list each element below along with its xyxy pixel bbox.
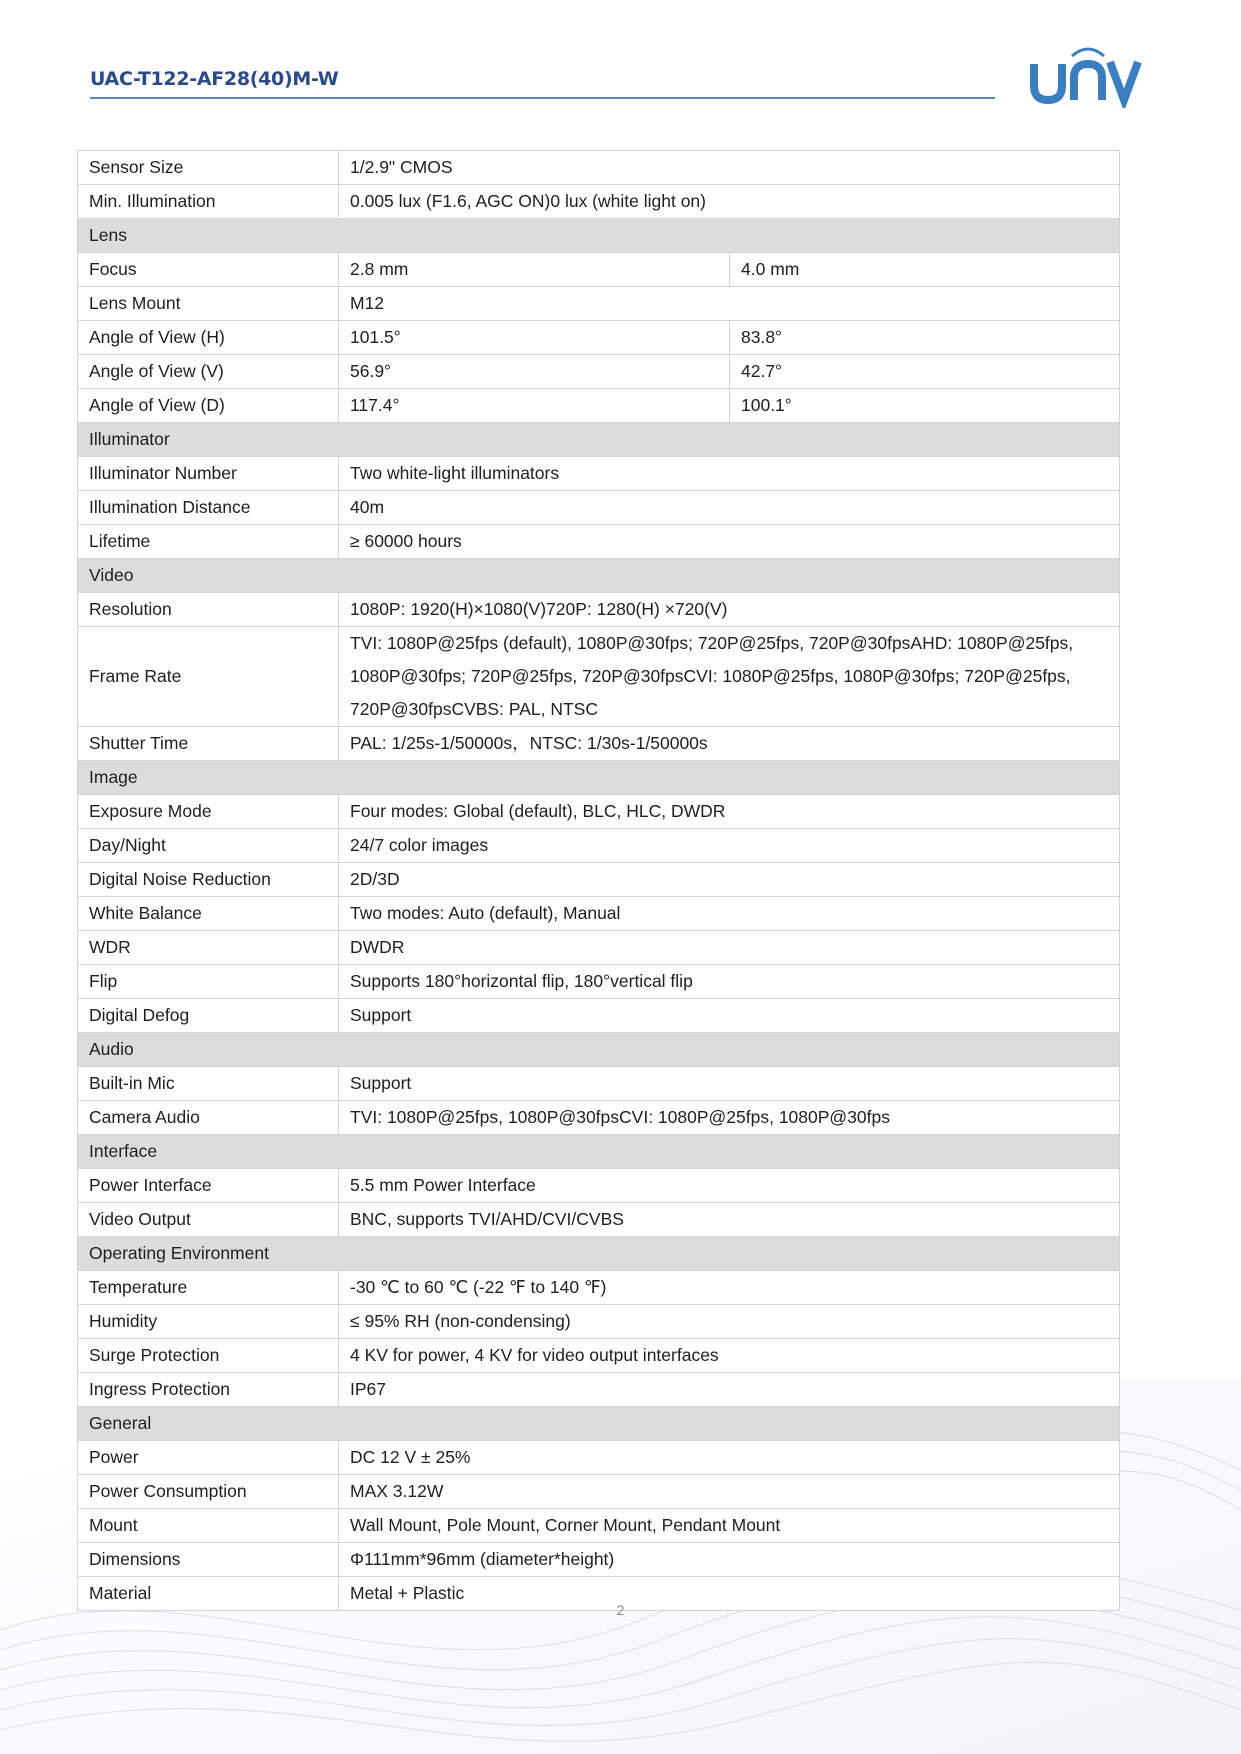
section-title: Interface [78,1135,1120,1169]
spec-value: 40m [339,491,1120,525]
spec-label: Humidity [78,1305,339,1339]
spec-row [78,1101,1120,1135]
spec-value: 24/7 color images [339,829,1120,863]
spec-value: 0.005 lux (F1.6, AGC ON)0 lux (white light on) [339,185,1120,219]
spec-row [78,897,1120,931]
spec-label: Power Consumption [78,1475,339,1509]
page-number: 2 [616,1602,625,1618]
spec-label: Temperature [78,1271,339,1305]
spec-label: Digital Defog [78,999,339,1033]
spec-row [78,1339,1120,1373]
spec-value: BNC, supports TVI/AHD/CVI/CVBS [339,1203,1120,1237]
spec-value: 56.9° [339,355,730,389]
spec-value [339,627,1120,727]
spec-label: Camera Audio [78,1101,339,1135]
spec-row [78,727,1120,761]
section-title: Audio [78,1033,1120,1067]
spec-value: DC 12 V ± 25% [339,1441,1120,1475]
title-divider [90,97,995,99]
spec-label: Angle of View (H) [78,321,339,355]
spec-row [78,1169,1120,1203]
spec-value: 42.7° [730,355,1120,389]
spec-value: Two white-light illuminators [339,457,1120,491]
section-header-row [78,1407,1120,1441]
spec-row [78,457,1120,491]
spec-row [78,151,1120,185]
spec-label: Lens Mount [78,287,339,321]
spec-label: Resolution [78,593,339,627]
spec-label: Sensor Size [78,151,339,185]
spec-row [78,1543,1120,1577]
section-title: Operating Environment [78,1237,1120,1271]
spec-label: Focus [78,253,339,287]
spec-value: 83.8° [730,321,1120,355]
spec-value: Two modes: Auto (default), Manual [339,897,1120,931]
spec-row [78,1271,1120,1305]
spec-table [77,150,1120,1611]
spec-label: Ingress Protection [78,1373,339,1407]
spec-label: Day/Night [78,829,339,863]
spec-value: Four modes: Global (default), BLC, HLC, DWDR [339,795,1120,829]
spec-label: Angle of View (V) [78,355,339,389]
spec-value: 101.5° [339,321,730,355]
spec-row [78,795,1120,829]
spec-value: 117.4° [339,389,730,423]
section-header-row [78,219,1120,253]
spec-label: Min. Illumination [78,185,339,219]
spec-label: Video Output [78,1203,339,1237]
section-header-row [78,1033,1120,1067]
spec-value-line: 1080P@30fps; 720P@25fps, 720P@30fpsCVI: 1080P@25fps, 1080P@30fps; 720P@25fps, [350,666,1071,686]
spec-value: ≤ 95% RH (non-condensing) [339,1305,1120,1339]
spec-value: Support [339,999,1120,1033]
spec-value: Support [339,1067,1120,1101]
spec-label: Dimensions [78,1543,339,1577]
spec-value: 100.1° [730,389,1120,423]
spec-value: M12 [339,287,1120,321]
spec-value: DWDR [339,931,1120,965]
spec-row [78,1305,1120,1339]
spec-row [78,863,1120,897]
spec-row [78,627,1120,727]
spec-label: Built-in Mic [78,1067,339,1101]
spec-label: Illumination Distance [78,491,339,525]
section-header-row [78,761,1120,795]
section-title: Image [78,761,1120,795]
spec-value: PAL: 1/25s-1/50000s，NTSC: 1/30s-1/50000s [339,727,1120,761]
spec-label: WDR [78,931,339,965]
spec-row [78,389,1120,423]
spec-label: Flip [78,965,339,999]
spec-row [78,931,1120,965]
spec-label: Angle of View (D) [78,389,339,423]
unv-logo-icon [1028,42,1146,108]
section-title: Lens [78,219,1120,253]
spec-value: MAX 3.12W [339,1475,1120,1509]
spec-row [78,1203,1120,1237]
spec-value: Φ111mm*96mm (diameter*height) [339,1543,1120,1577]
spec-label: Material [78,1577,339,1611]
section-header-row [78,559,1120,593]
spec-label: Power Interface [78,1169,339,1203]
spec-label: Frame Rate [78,627,339,727]
section-title: Illuminator [78,423,1120,457]
spec-label: White Balance [78,897,339,931]
spec-row [78,999,1120,1033]
spec-row [78,525,1120,559]
spec-row [78,321,1120,355]
spec-value: IP67 [339,1373,1120,1407]
spec-label: Digital Noise Reduction [78,863,339,897]
spec-row [78,1509,1120,1543]
spec-value-line: 720P@30fpsCVBS: PAL, NTSC [350,699,598,719]
spec-value: 2D/3D [339,863,1120,897]
spec-row [78,253,1120,287]
spec-label: Mount [78,1509,339,1543]
spec-row [78,829,1120,863]
spec-value: 4.0 mm [730,253,1120,287]
spec-value: ≥ 60000 hours [339,525,1120,559]
spec-value: Metal + Plastic [339,1577,1120,1611]
page-header [0,0,1241,120]
spec-value-line: TVI: 1080P@25fps (default), 1080P@30fps; 720P@25fps, 720P@30fpsAHD: 1080P@25fps, [350,633,1074,653]
spec-row [78,1475,1120,1509]
spec-row [78,1441,1120,1475]
spec-label: Illuminator Number [78,457,339,491]
spec-label: Shutter Time [78,727,339,761]
spec-value: Supports 180°horizontal flip, 180°vertical flip [339,965,1120,999]
spec-value: 4 KV for power, 4 KV for video output interfaces [339,1339,1120,1373]
section-title: General [78,1407,1120,1441]
spec-row [78,287,1120,321]
spec-label: Lifetime [78,525,339,559]
spec-value: 5.5 mm Power Interface [339,1169,1120,1203]
spec-label: Surge Protection [78,1339,339,1373]
spec-value: Wall Mount, Pole Mount, Corner Mount, Pendant Mount [339,1509,1120,1543]
spec-value: -30 ℃ to 60 ℃ (-22 ℉ to 140 ℉) [339,1271,1120,1305]
spec-row [78,593,1120,627]
document-title: UAC-T122-AF28(40)M-W [90,68,339,90]
spec-value: 1080P: 1920(H)×1080(V)720P: 1280(H) ×720(V) [339,593,1120,627]
section-header-row [78,423,1120,457]
spec-label: Exposure Mode [78,795,339,829]
spec-value: 2.8 mm [339,253,730,287]
spec-row [78,965,1120,999]
spec-row [78,185,1120,219]
spec-label: Power [78,1441,339,1475]
spec-row [78,491,1120,525]
spec-row [78,1373,1120,1407]
spec-value: TVI: 1080P@25fps, 1080P@30fpsCVI: 1080P@25fps, 1080P@30fps [339,1101,1120,1135]
section-header-row [78,1135,1120,1169]
section-title: Video [78,559,1120,593]
spec-value: 1/2.9" CMOS [339,151,1120,185]
spec-row [78,1067,1120,1101]
spec-row [78,355,1120,389]
section-header-row [78,1237,1120,1271]
